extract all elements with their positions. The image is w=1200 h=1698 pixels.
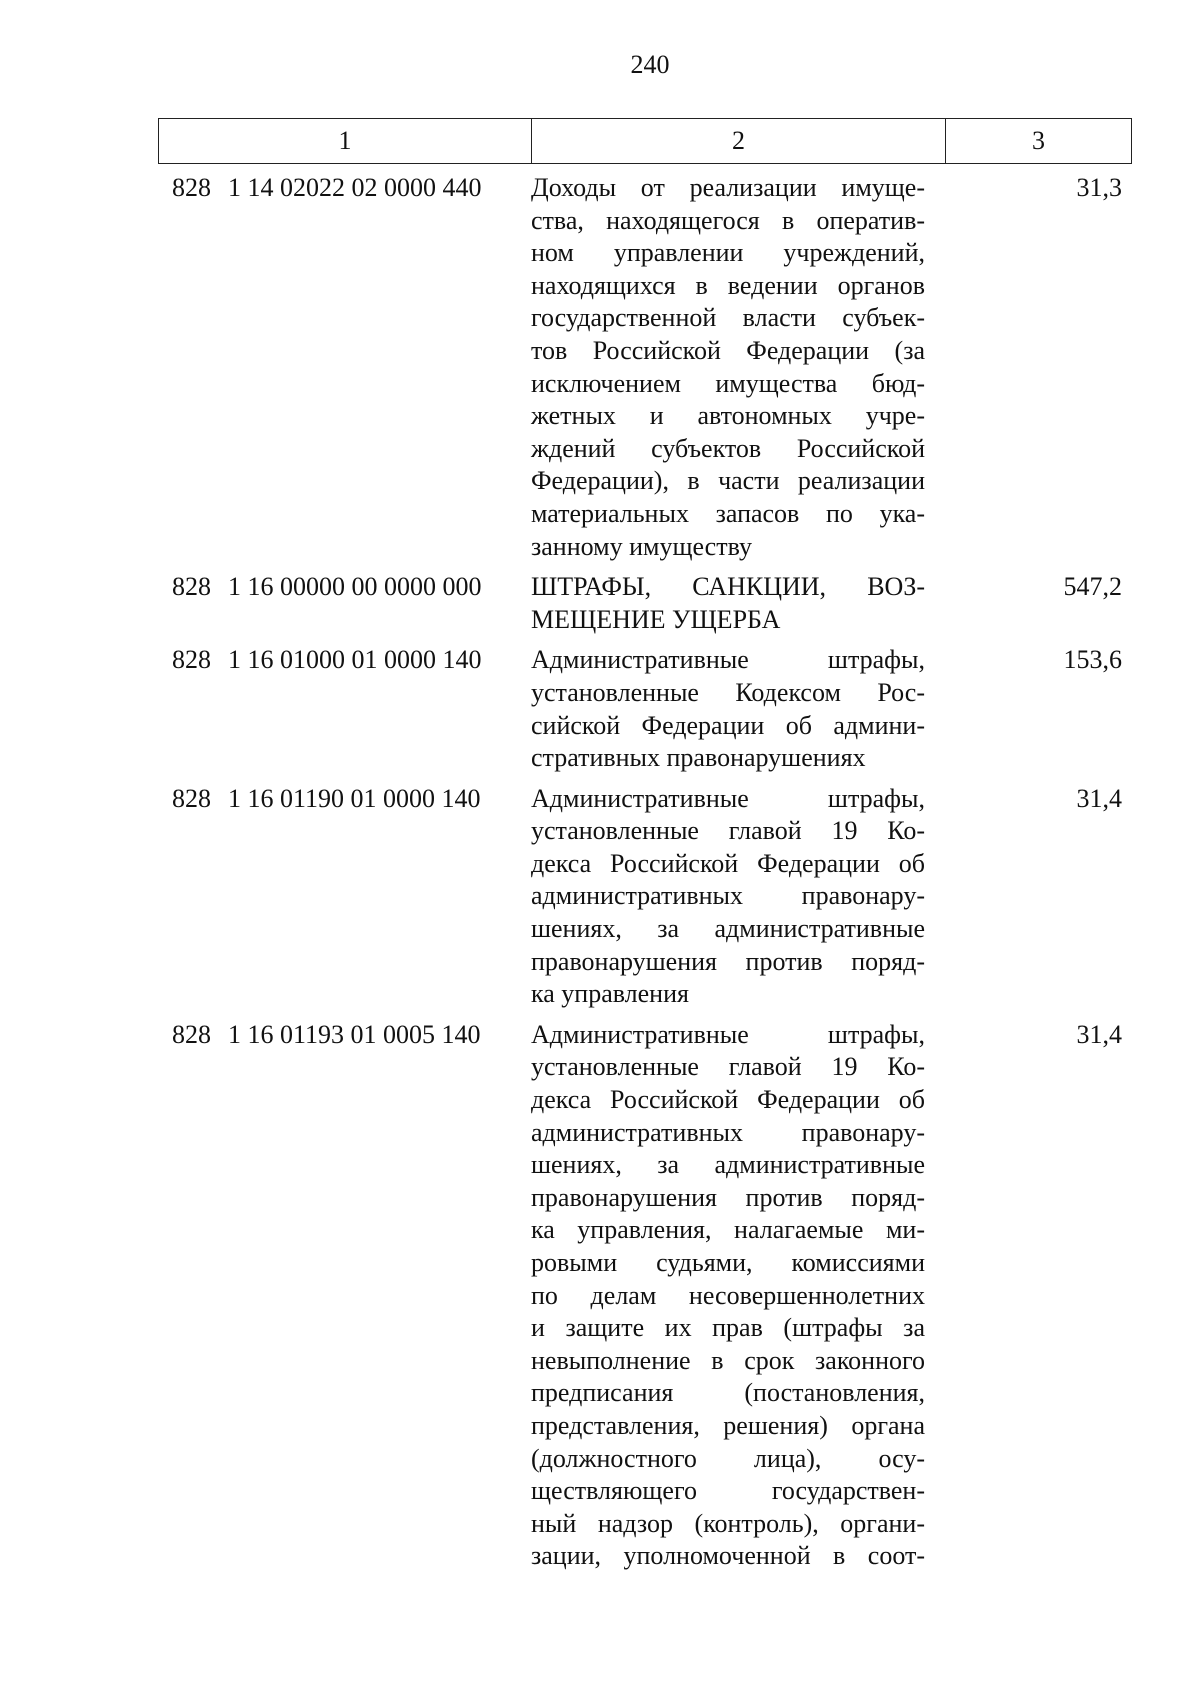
description-line: и защите их прав (штрафы за (531, 1313, 925, 1343)
description-cell (519, 172, 925, 563)
budget-code-cell: 1 14 02022 02 0000 440 (228, 173, 482, 202)
description-line: ществляющего государствен- (531, 1476, 925, 1506)
column-header-3: 3 (1032, 126, 1045, 155)
description-line: ный надзор (контроль), органи- (531, 1508, 925, 1538)
description-line: ка управления (531, 979, 689, 1009)
description-line: Административные штрафы, (531, 783, 925, 813)
admin-code-cell: 828 (172, 572, 211, 602)
column-header-2: 2 (532, 119, 946, 163)
description-line: установленные главой 19 Ко- (531, 1052, 925, 1082)
column-header-1: 1 (159, 119, 532, 163)
description-line: невыполнение в срок законного (531, 1345, 925, 1375)
budget-code-cell: 1 16 01190 01 0000 140 (228, 783, 481, 813)
table-body (158, 172, 1132, 1581)
description-line: государственной власти субъек- (531, 303, 925, 333)
description-line: ка управления, налагаемые ми- (531, 1215, 925, 1245)
description-line: установленные главой 19 Ко- (531, 816, 925, 846)
description-line: шениях, за административные (531, 1150, 925, 1180)
description-line: декса Российской Федерации об (531, 1085, 925, 1115)
description-line: МЕЩЕНИЕ УЩЕРБА (531, 604, 781, 634)
description-line: ровыми судьями, комиссиями (531, 1248, 925, 1277)
table-header (158, 118, 1132, 164)
description-line: Доходы от реализации имуще- (531, 173, 925, 202)
description-line: исключением имущества бюд- (531, 368, 925, 398)
table-row (158, 1019, 1132, 1573)
amount-cell: 31,4 (1076, 783, 1122, 813)
description-cell (519, 1019, 925, 1573)
description-line: находящихся в ведении органов (531, 270, 925, 300)
description-line: установленные Кодексом Рос- (531, 677, 925, 707)
description-line: административных правонару- (531, 881, 925, 911)
admin-code-cell: 828 (172, 645, 211, 675)
description-line: правонарушения против поряд- (531, 946, 925, 976)
table-row (158, 644, 1132, 774)
description-line: Федерации), в части реализации (531, 466, 925, 496)
description-line: по делам несовершеннолетних (531, 1280, 925, 1310)
description-line: (должностного лица), осу- (531, 1443, 925, 1473)
admin-code-cell: 828 (172, 1019, 211, 1049)
amount-cell: 31,3 (1076, 173, 1122, 202)
page-number: 240 (630, 50, 670, 79)
description-line: правонарушения против поряд- (531, 1182, 925, 1212)
description-line: представления, решения) органа (531, 1410, 925, 1440)
budget-code-cell: 1 16 01000 01 0000 140 (228, 645, 482, 675)
description-line: жетных и автономных учре- (531, 401, 925, 431)
budget-code-cell: 1 16 00000 00 0000 000 (228, 572, 482, 602)
description-line: стративных правонарушениях (531, 743, 866, 773)
budget-code-cell: 1 16 01193 01 0005 140 (228, 1019, 481, 1049)
description-cell (519, 783, 925, 1011)
amount-cell: 153,6 (1063, 645, 1122, 675)
description-line: ждений субъектов Российской (531, 433, 925, 463)
table-row (158, 172, 1132, 563)
description-line: Административные штрафы, (531, 645, 925, 675)
amount-cell: 31,4 (1076, 1019, 1122, 1049)
description-line: предписания (постановления, (531, 1378, 925, 1408)
description-line: декса Российской Федерации об (531, 848, 925, 878)
description-cell (519, 571, 925, 636)
description-line: ШТРАФЫ, САНКЦИИ, ВОЗ- (531, 572, 925, 602)
description-line: ном управлении учреждений, (531, 238, 925, 268)
table-row (158, 783, 1132, 1011)
description-line: административных правонару- (531, 1117, 925, 1147)
description-line: занному имуществу (531, 531, 752, 561)
table-row (158, 571, 1132, 636)
description-line: сийской Федерации об админи- (531, 710, 925, 740)
description-line: материальных запасов по ука- (531, 498, 925, 528)
description-line: шениях, за административные (531, 914, 925, 944)
admin-code-cell: 828 (172, 783, 211, 813)
description-line: тов Российской Федерации (за (531, 335, 925, 365)
description-line: Административные штрафы, (531, 1019, 925, 1049)
description-cell (519, 644, 925, 774)
admin-code-cell: 828 (172, 173, 211, 202)
description-line: зации, уполномоченной в соот- (531, 1541, 925, 1571)
description-line: ства, находящегося в оператив- (531, 205, 925, 235)
amount-cell: 547,2 (1063, 572, 1122, 602)
